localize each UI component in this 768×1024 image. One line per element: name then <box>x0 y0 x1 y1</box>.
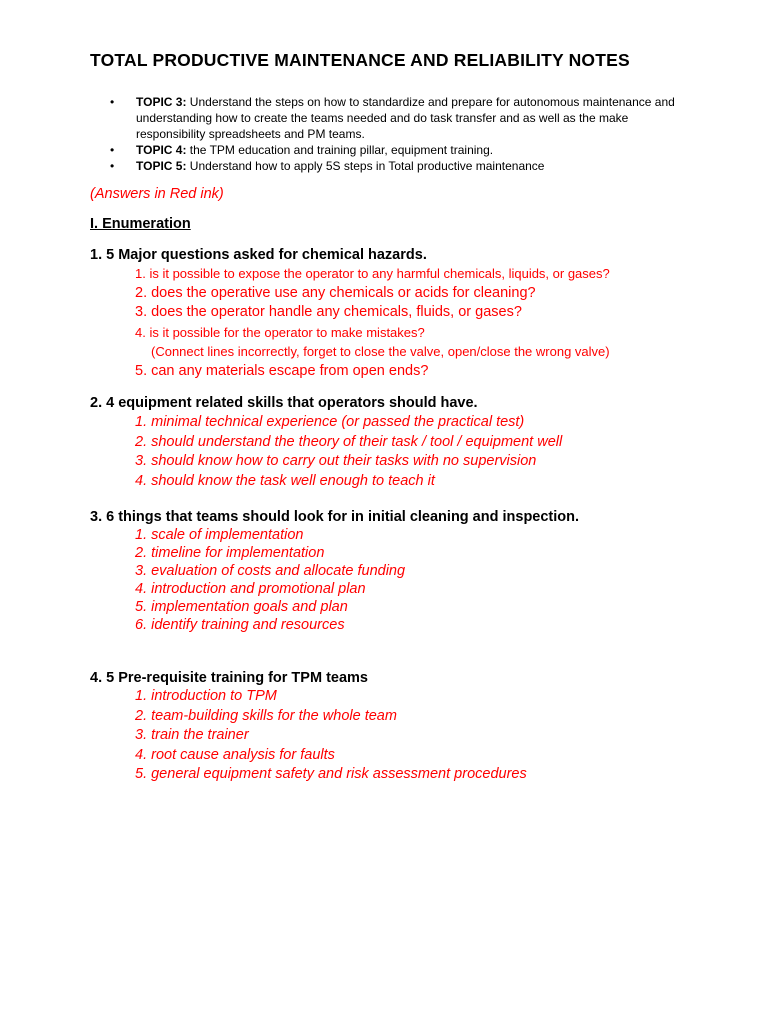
question-2: 2. 4 equipment related skills that operators should have. <box>90 395 478 411</box>
question-3: 3. 6 things that teams should look for in initial cleaning and inspection. <box>90 509 580 525</box>
topic-label: TOPIC 3: <box>136 95 187 109</box>
answers-note: (Answers in Red ink) <box>90 186 224 202</box>
topic-label: TOPIC 4: <box>136 143 187 157</box>
list-item: 3. evaluation of costs and allocate funding <box>135 563 406 580</box>
topic-text: the TPM education and training pillar, equipment training. <box>186 143 494 157</box>
answer-list-3 <box>135 526 405 635</box>
list-item: 3. should know how to carry out their tasks with no supervision <box>135 453 537 470</box>
list-item: 1. scale of implementation <box>135 527 304 543</box>
list-item: 5. can any materials escape from open ends? <box>135 362 429 379</box>
bullet-icon: • <box>110 143 115 157</box>
list-item: 2. team-building skills for the whole team <box>135 707 397 724</box>
list-item: 4. is it possible for the operator to make mistakes? <box>135 324 425 340</box>
topic-text: Understand how to apply 5S steps in Total productive maintenance <box>186 159 545 173</box>
answer-list-2 <box>135 413 562 492</box>
list-item: 1. minimal technical experience (or passed the practical test) <box>135 414 525 430</box>
list-item: 5. implementation goals and plan <box>135 599 348 616</box>
section-heading: I. Enumeration <box>90 216 191 232</box>
list-item: (Connect lines incorrectly, forget to close the valve, open/close the wrong valve) <box>151 344 610 359</box>
list-item: 2. timeline for implementation <box>135 545 325 562</box>
answer-list-1 <box>135 264 610 381</box>
list-item: 4. root cause analysis for faults <box>135 746 335 763</box>
page-title: TOTAL PRODUCTIVE MAINTENANCE AND RELIABILITY NOTES <box>90 50 630 70</box>
list-item: 5. general equipment safety and risk assessment procedures <box>135 766 527 782</box>
question-1: 1. 5 Major questions asked for chemical hazards. <box>90 247 427 263</box>
topic-label: TOPIC 5: <box>136 159 187 173</box>
list-item: 2. does the operative use any chemicals or acids for cleaning? <box>135 284 536 301</box>
list-item: 2. should understand the theory of their task / tool / equipment well <box>135 433 563 450</box>
list-item: 4. should know the task well enough to teach it <box>135 473 435 490</box>
question-4: 4. 5 Pre-requisite training for TPM teams <box>90 670 368 686</box>
topic-list <box>110 94 690 174</box>
list-item: 1. introduction to TPM <box>135 688 277 704</box>
bullet-icon: • <box>110 159 115 173</box>
list-item: 6. identify training and resources <box>135 617 345 634</box>
bullet-icon: • <box>110 95 115 109</box>
topic-item <box>110 158 690 174</box>
list-item: 3. train the trainer <box>135 727 249 743</box>
topic-item <box>110 142 690 158</box>
topic-item <box>110 94 690 142</box>
list-item: 4. introduction and promotional plan <box>135 581 366 598</box>
topic-text: Understand the steps on how to standardize and prepare for autonomous maintenance and understanding how to create the teams needed and do task transfer and as well as the make responsibility spreadsheets and PM teams. <box>136 95 675 141</box>
list-item: 1. is it possible to expose the operator to any harmful chemicals, liquids, or gases? <box>135 266 610 281</box>
list-item: 3. does the operator handle any chemicals, fluids, or gases? <box>135 304 522 320</box>
answer-list-4 <box>135 687 527 785</box>
